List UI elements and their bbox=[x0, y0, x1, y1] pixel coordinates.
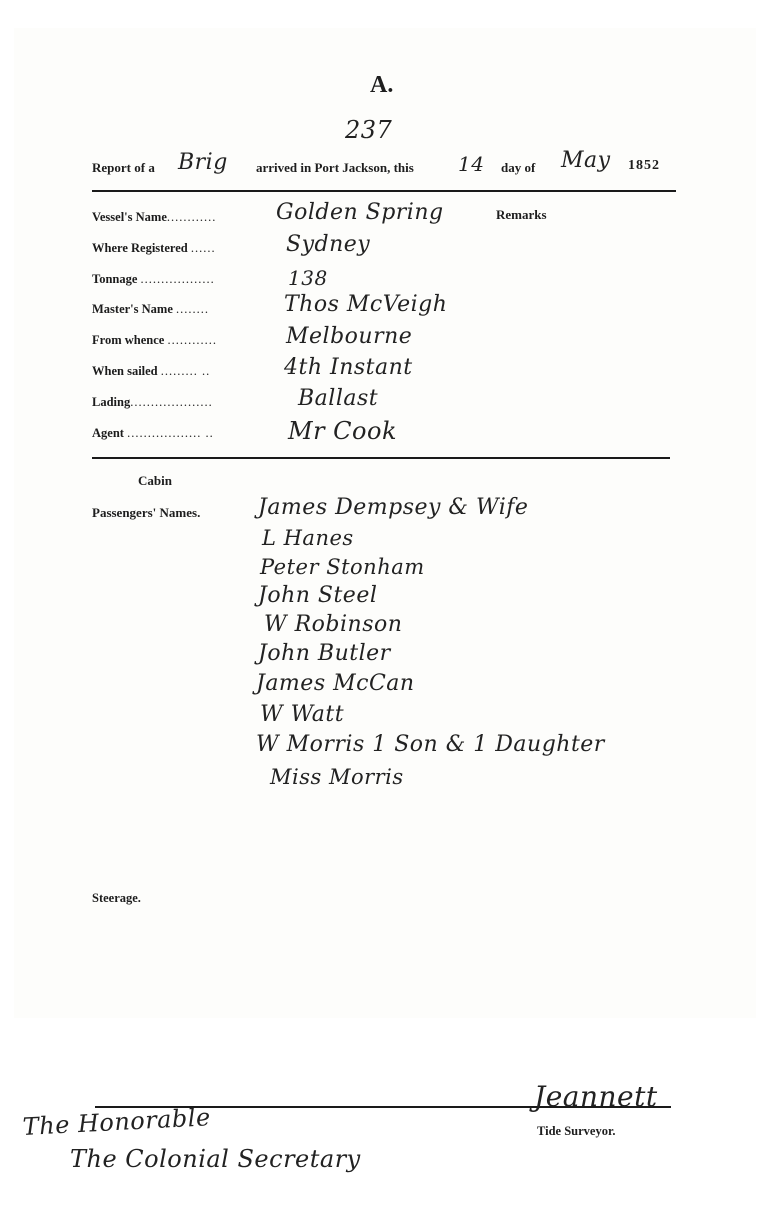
field-dots: .................. bbox=[140, 272, 215, 286]
field-label: When sailed bbox=[92, 364, 158, 378]
passenger-name: L Hanes bbox=[262, 526, 354, 550]
masters-name-value: Thos McVeigh bbox=[284, 292, 448, 317]
field-label: From whence bbox=[92, 333, 165, 347]
passenger-name: W Watt bbox=[260, 702, 345, 727]
field-dots: ............ bbox=[167, 333, 217, 347]
where-registered-value: Sydney bbox=[286, 232, 371, 257]
report-number: 237 bbox=[345, 116, 393, 144]
steerage-label: Steerage. bbox=[92, 891, 141, 905]
agent-value: Mr Cook bbox=[288, 417, 397, 445]
field-label: Vessel's Name bbox=[92, 210, 167, 224]
passenger-name: James McCan bbox=[256, 671, 415, 696]
agent-label bbox=[92, 426, 242, 441]
header-rule bbox=[92, 190, 676, 192]
passengers-label: Passengers' Names. bbox=[92, 505, 201, 520]
remarks-label: Remarks bbox=[496, 207, 547, 222]
field-dots: ........ bbox=[176, 302, 209, 316]
tide-surveyor-label: Tide Surveyor. bbox=[537, 1124, 616, 1138]
field-dots: .................. .. bbox=[127, 426, 214, 440]
passenger-name: John Steel bbox=[258, 583, 378, 608]
field-dots: ......... .. bbox=[160, 364, 211, 378]
report-of-label: Report of a bbox=[92, 160, 155, 175]
tonnage-value: 138 bbox=[288, 266, 328, 290]
field-dots: .................... bbox=[130, 395, 213, 409]
when-sailed-label bbox=[92, 364, 242, 379]
from-whence-label bbox=[92, 333, 242, 348]
arrived-label: arrived in Port Jackson, this bbox=[256, 160, 414, 175]
where-registered-label bbox=[92, 241, 242, 256]
field-label: Agent bbox=[92, 426, 124, 440]
arrival-day: 14 bbox=[458, 152, 485, 176]
passenger-name: W Morris 1 Son & 1 Daughter bbox=[256, 732, 605, 757]
form-letter: A. bbox=[370, 72, 394, 98]
passenger-name: Miss Morris bbox=[270, 765, 404, 789]
field-label: Where Registered bbox=[92, 241, 188, 255]
address-line-1: The Honorable bbox=[22, 1103, 212, 1141]
passenger-name: James Dempsey & Wife bbox=[258, 495, 529, 520]
arrival-month: May bbox=[561, 148, 611, 173]
lading-label bbox=[92, 395, 242, 410]
tonnage-label bbox=[92, 272, 242, 287]
vessel-name-label bbox=[92, 210, 242, 225]
field-dots: ...... bbox=[190, 241, 216, 255]
field-label: Master's Name bbox=[92, 302, 173, 316]
passenger-name: W Robinson bbox=[264, 612, 403, 637]
address-line-2: The Colonial Secretary bbox=[70, 1145, 361, 1173]
passenger-name: Peter Stonham bbox=[260, 555, 425, 579]
when-sailed-value: 4th Instant bbox=[284, 355, 413, 380]
lading-value: Ballast bbox=[298, 386, 379, 411]
vessel-name-value: Golden Spring bbox=[276, 200, 444, 225]
masters-name-label bbox=[92, 302, 242, 317]
document-sheet bbox=[14, 28, 756, 1018]
day-of-label: day of bbox=[501, 160, 536, 175]
field-label: Tonnage bbox=[92, 272, 138, 286]
vessel-type: Brig bbox=[178, 150, 228, 175]
from-whence-value: Melbourne bbox=[286, 324, 413, 349]
cabin-label: Cabin bbox=[138, 473, 172, 488]
surveyor-signature: Jeannett bbox=[534, 1080, 658, 1113]
field-label: Lading bbox=[92, 395, 131, 409]
arrival-year: 1852 bbox=[628, 158, 660, 173]
field-dots: ............ bbox=[166, 210, 217, 224]
section-rule bbox=[92, 457, 670, 459]
passenger-name: John Butler bbox=[258, 641, 391, 666]
